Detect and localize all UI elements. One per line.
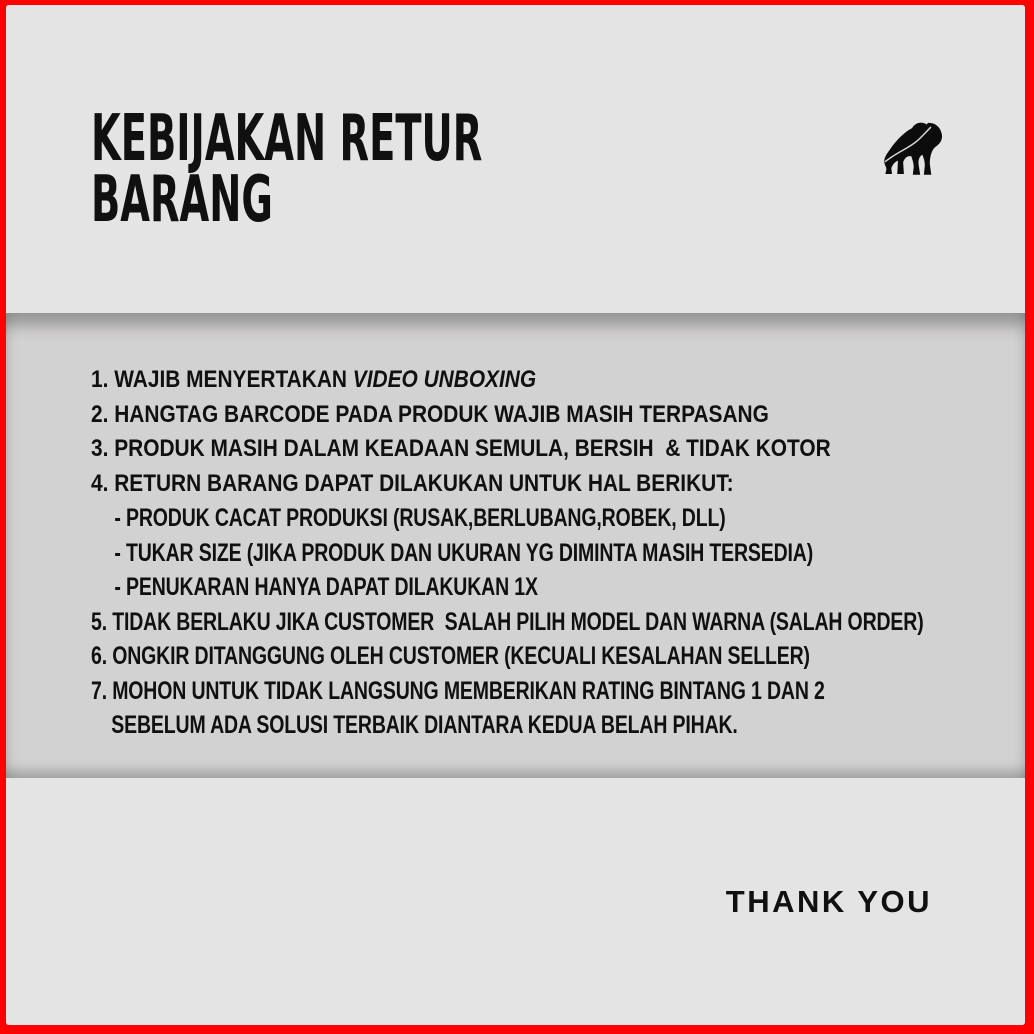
thank-you-text: THANK YOU	[725, 884, 932, 919]
bottom-panel	[6, 778, 1025, 1025]
policy-line-4: 4. RETURN BARANG DAPAT DILAKUKAN UNTUK HAL BERIKUT:	[91, 469, 734, 497]
policy-line-4b: - TUKAR SIZE (JIKA PRODUK DAN UKURAN YG DIMINTA MASIH TERSEDIA)	[114, 538, 814, 567]
policy-line-1-italic-text: VIDEO UNBOXING	[352, 366, 537, 393]
policy-list	[91, 363, 1005, 743]
gorilla-logo-icon	[878, 117, 952, 183]
middle-panel	[6, 313, 1025, 778]
policy-line-2: 2. HANGTAG BARCODE PADA PRODUK WAJIB MASIH TERPASANG	[91, 400, 769, 428]
policy-line-7-cont: SEBELUM ADA SOLUSI TERBAIK DIANTARA KEDUA BELAH PIHAK.	[111, 711, 738, 739]
policy-line-4a: - PRODUK CACAT PRODUKSI (RUSAK,BERLUBANG,ROBEK, DLL)	[114, 504, 726, 532]
policy-line-4c: - PENUKARAN HANYA DAPAT DILAKUKAN 1X	[114, 573, 538, 601]
top-panel	[6, 5, 1025, 313]
policy-line-3: 3. PRODUK MASIH DALAM KEADAAN SEMULA, BERSIH & TIDAK KOTOR	[91, 435, 831, 462]
title-line-2: BARANG	[91, 163, 273, 237]
page-title	[91, 102, 483, 237]
poster-canvas	[6, 5, 1025, 1025]
policy-line-7: 7. MOHON UNTUK TIDAK LANGSUNG MEMBERIKAN RATING BINTANG 1 DAN 2	[91, 676, 825, 705]
policy-line-1-text: 1. WAJIB MENYERTAKAN	[91, 366, 353, 393]
policy-line-5: 5. TIDAK BERLAKU JIKA CUSTOMER SALAH PILIH MODEL DAN WARNA (SALAH ORDER)	[91, 607, 924, 636]
policy-line-6: 6. ONGKIR DITANGGUNG OLEH CUSTOMER (KECUALI KESALAHAN SELLER)	[91, 642, 810, 670]
policy-line-1	[91, 363, 886, 398]
title-line-1: KEBIJAKAN RETUR	[91, 102, 483, 176]
